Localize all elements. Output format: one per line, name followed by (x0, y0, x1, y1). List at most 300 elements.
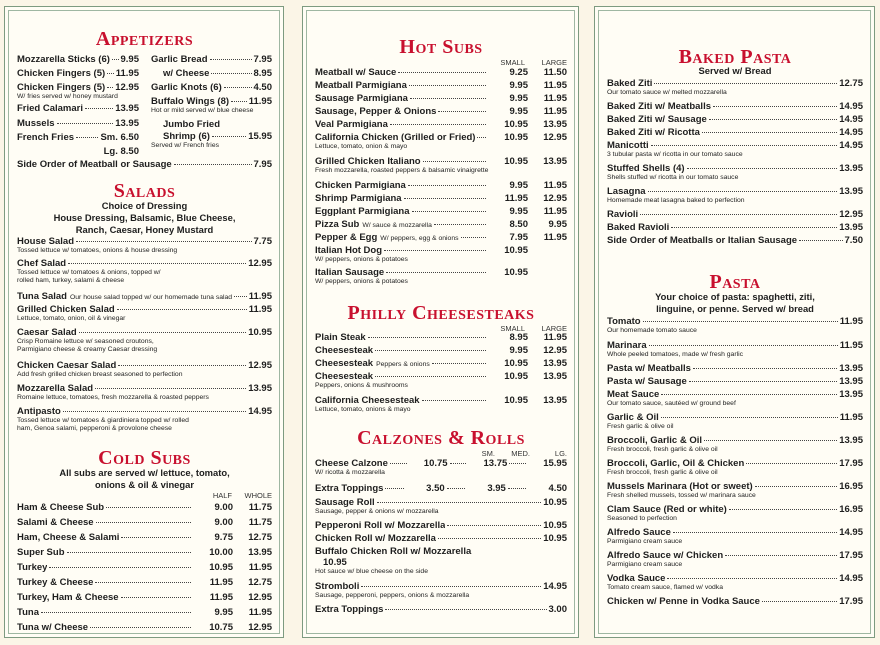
dot-leader (408, 185, 486, 186)
menu-item (315, 533, 567, 544)
item-name: Vodka Sauce (607, 573, 666, 584)
dot-leader (121, 597, 191, 598)
item-name: Sausage, Pepper & Onions (315, 106, 437, 117)
dot-leader (438, 111, 486, 112)
item-price: 8.50 (509, 219, 528, 230)
item-name: Antipasto (17, 406, 61, 417)
menu-item (607, 412, 863, 423)
item-name: Meatball Parmigiana (315, 80, 407, 91)
item-description: Parmigiano cheese & creamy Caesar dressing (17, 346, 158, 353)
price-column-header: LG. (554, 449, 567, 458)
item-price: 9.25 (509, 67, 528, 78)
dot-leader (375, 350, 486, 351)
dot-leader (212, 136, 246, 137)
menu-item (315, 371, 567, 382)
menu-item (151, 68, 272, 79)
item-name: Chicken Fingers (5) (17, 68, 106, 79)
dot-leader (106, 507, 191, 508)
item-description: ham, Genoa salami, pepperoni & provolone cheese (17, 425, 172, 432)
section-subtitle: onions & oil & vinegar (95, 479, 194, 490)
menu-item (607, 316, 863, 327)
item-price: 10.95 (248, 327, 272, 338)
item-price: 12.75 (248, 532, 272, 543)
item-description: Peppers, onions & mushrooms (315, 382, 408, 389)
item-price: 14.95 (839, 140, 863, 151)
item-price: 14.95 (839, 101, 863, 112)
dot-leader (447, 488, 465, 489)
item-name: Tuna Salad (17, 291, 67, 302)
appetizers-right-column (151, 7, 272, 167)
menu-item (315, 156, 567, 167)
dot-leader (68, 263, 246, 264)
item-name: Garlic Bread (151, 54, 208, 65)
item-price: 12.75 (248, 577, 272, 588)
item-price: 9.95 (120, 54, 139, 65)
item-name: Buffalo Chicken Roll w/ Mozzarella (315, 546, 472, 557)
item-description: Crisp Romaine lettuce w/ seasoned croutons, (17, 338, 154, 345)
dot-leader (461, 237, 486, 238)
appetizers-heading: Appetizers (95, 28, 194, 50)
dot-leader (390, 124, 486, 125)
menu-item (151, 54, 272, 65)
item-name: California Chicken (Grilled or Fried) (315, 132, 476, 143)
dot-leader (385, 609, 546, 610)
item-description: Parmigiano cream sauce (607, 561, 683, 568)
item-name: Shrimp (6) (163, 131, 210, 142)
item-name: Pepper & Egg (315, 232, 378, 243)
section-subtitle: House Dressing, Balsamic, Blue Cheese, (53, 212, 236, 223)
item-price: 12.95 (248, 622, 272, 633)
menu-item (315, 119, 567, 130)
item-description: Sausage, pepperoni, peppers, onions & mozzarella (315, 592, 470, 599)
item-name: Grilled Chicken Italiano (315, 156, 421, 167)
dot-leader (649, 345, 838, 346)
item-price: 9.95 (509, 206, 528, 217)
section-subtitle: Served w/ Bread (698, 65, 772, 76)
menu-item (607, 209, 863, 220)
item-name: Extra Toppings (315, 604, 384, 615)
item-price: 14.95 (543, 581, 567, 592)
item-name: Super Sub (17, 547, 65, 558)
menu-item (17, 118, 139, 129)
dot-leader (63, 411, 246, 412)
item-description: Hot or mild served w/ blue cheese (151, 107, 254, 114)
dot-leader (76, 241, 251, 242)
menu-item (17, 547, 272, 558)
price-column-header: SMALL (500, 58, 525, 67)
calzones-rolls-heading: Calzones & Rolls (357, 427, 525, 449)
item-price: 10.95 (543, 497, 567, 508)
dot-leader (423, 161, 486, 162)
dot-leader (729, 509, 837, 510)
item-description: Tossed lettuce w/ tomatoes, onions & house dressing (17, 247, 178, 254)
item-description: Served w/ French fries (151, 142, 219, 149)
menu-item (607, 481, 863, 492)
item-price: 13.95 (248, 383, 272, 394)
item-name: Ravioli (607, 209, 639, 220)
item-price: 13.95 (248, 547, 272, 558)
menu-item (607, 114, 863, 125)
price-column-header: MED. (511, 449, 530, 458)
dot-leader (57, 123, 114, 124)
item-price: 11.95 (839, 412, 863, 423)
item-price: Sm. 6.50 (100, 132, 139, 143)
menu-item (17, 383, 272, 394)
dot-leader (438, 538, 541, 539)
item-name: Pasta w/ Meatballs (607, 363, 691, 374)
item-name: Shrimp Parmigiana (315, 193, 402, 204)
pasta-heading: Pasta (709, 271, 761, 293)
menu-item (17, 607, 272, 618)
menu-item (607, 527, 863, 538)
item-price: 13.95 (115, 103, 139, 114)
item-name: w/ Cheese (163, 68, 210, 79)
item-price: 11.50 (543, 67, 567, 78)
item-description: 3 tubular pasta w/ ricotta in our tomato sauce (607, 151, 743, 158)
menu-item (607, 376, 863, 387)
item-price: 11.95 (248, 304, 272, 315)
menu-item (17, 236, 272, 247)
item-description: W/ ricotta & mozzarella (315, 469, 385, 476)
item-name: Turkey & Cheese (17, 577, 94, 588)
item-price: 3.95 (487, 483, 506, 494)
item-price: 13.95 (839, 363, 863, 374)
item-price: 14.95 (839, 573, 863, 584)
menu-panel-center (302, 6, 579, 638)
item-price: 13.95 (543, 119, 567, 130)
item-price: 16.95 (839, 481, 863, 492)
dot-leader (386, 272, 486, 273)
item-price: 16.95 (839, 504, 863, 515)
item-price: 9.95 (548, 219, 567, 230)
item-price: 10.95 (504, 132, 528, 143)
item-name: Grilled Chicken Salad (17, 304, 115, 315)
section-subtitle: linguine, or penne. Served w/ bread (656, 303, 814, 314)
dot-leader (224, 87, 252, 88)
dot-leader (693, 368, 837, 369)
dot-leader (211, 73, 251, 74)
dot-leader (49, 567, 191, 568)
item-price: 14.95 (839, 114, 863, 125)
item-description: Whole peeled tomatoes, made w/ fresh garlic (607, 351, 744, 358)
menu-item (17, 532, 272, 543)
item-price: 10.75 (423, 458, 448, 469)
item-name: Chicken Roll w/ Mozzarella (315, 533, 436, 544)
item-name: Mozzarella Salad (17, 383, 94, 394)
menu-item (315, 332, 567, 343)
dot-leader (412, 211, 487, 212)
dot-leader (410, 98, 486, 99)
item-name: Lasagna (607, 186, 646, 197)
item-name: Baked Ziti w/ Sausage (607, 114, 707, 125)
item-name: Baked Ziti w/ Ricotta (607, 127, 700, 138)
item-price: 13.95 (543, 371, 567, 382)
menu-item: Jumbo Fried (163, 119, 221, 130)
item-description: Tossed lettuce w/ tomatoes & giardiniera topped w/ rolled (17, 417, 189, 424)
item-name: Salami & Cheese (17, 517, 94, 528)
item-description: W/ peppers, onions & potatoes (315, 256, 408, 263)
menu-item (607, 435, 863, 446)
menu-item (17, 82, 139, 93)
dot-leader (651, 145, 838, 146)
item-price: 13.95 (543, 358, 567, 369)
item-name: Marinara (607, 340, 647, 351)
item-price: 8.95 (253, 68, 272, 79)
menu-item (315, 345, 567, 356)
item-price: 10.95 (323, 557, 347, 568)
item-description: Fresh broccoli, fresh garlic & olive oil (607, 446, 718, 453)
menu-item (17, 406, 272, 417)
menu-item (315, 245, 567, 256)
item-price: 10.95 (209, 562, 233, 573)
item-price: 10.95 (504, 156, 528, 167)
dot-leader (643, 321, 838, 322)
dot-leader (434, 224, 486, 225)
item-name: Baked Ziti (607, 78, 653, 89)
item-description: Fresh shelled mussels, tossed w/ marinara sauce (607, 492, 756, 499)
menu-item (315, 497, 567, 508)
salads-heading: Salads (113, 180, 176, 202)
item-price: 3.50 (426, 483, 445, 494)
dot-leader (725, 555, 837, 556)
item-inline-note: Our house salad topped w/ our homemade tuna salad (69, 294, 233, 301)
menu-item (607, 163, 863, 174)
item-price: 12.95 (543, 193, 567, 204)
item-name: Alfredo Sauce (607, 527, 671, 538)
item-name: Broccoli, Garlic & Oil (607, 435, 703, 446)
item-price: 11.95 (543, 106, 567, 117)
item-name: Meatball w/ Sauce (315, 67, 397, 78)
item-price: 11.95 (209, 577, 233, 588)
item-name: Side Order of Meatballs or Italian Sausage (607, 235, 798, 246)
item-description: Our tomato sauce, sautéed w/ ground beef (607, 400, 736, 407)
item-description: Lettuce, tomato, onions & mayo (315, 406, 411, 413)
item-name: Tomato (607, 316, 641, 327)
menu-item (315, 67, 567, 78)
item-description: Tomato cream sauce, flamed w/ vodka (607, 584, 723, 591)
item-price: 14.95 (248, 406, 272, 417)
item-description: Sausage, pepper & onions w/ mozzarella (315, 508, 439, 515)
menu-item (315, 132, 567, 143)
item-price: 10.95 (504, 119, 528, 130)
menu-item (17, 592, 272, 603)
item-price: 13.95 (839, 389, 863, 400)
menu-item (17, 291, 272, 303)
item-price: 13.95 (839, 435, 863, 446)
dot-leader (67, 552, 191, 553)
dot-leader (508, 488, 526, 489)
menu-item (17, 132, 139, 143)
item-description: Seasoned to perfection (607, 515, 677, 522)
dot-leader (509, 463, 526, 464)
item-price: 9.95 (509, 345, 528, 356)
menu-item (315, 358, 567, 370)
item-name: Garlic Knots (6) (151, 82, 222, 93)
item-name: Turkey, Ham & Cheese (17, 592, 119, 603)
item-name: Baked Ravioli (607, 222, 670, 233)
item-price-large: Lg. 8.50 (103, 146, 139, 157)
item-description: Homemade meat lasagna baked to perfection (607, 197, 745, 204)
appetizers-left-column (17, 7, 139, 167)
dot-leader (375, 376, 486, 377)
item-price: 4.50 (548, 483, 568, 494)
menu-item (17, 54, 139, 65)
item-price: 9.95 (214, 607, 233, 618)
item-price: 7.95 (509, 232, 528, 243)
dot-leader (118, 365, 246, 366)
philly-cheesesteaks-heading: Philly Cheesesteaks (347, 302, 535, 324)
menu-item (607, 363, 863, 374)
dot-leader (661, 417, 838, 418)
item-description: rolled ham, turkey, salami & cheese (17, 277, 125, 284)
dot-leader (79, 332, 247, 333)
item-description: Fresh mozzarella, roasted peppers & balsamic vinaigrette (315, 167, 489, 174)
dot-leader (361, 586, 541, 587)
menu-item (315, 219, 567, 231)
dot-leader (107, 73, 114, 74)
menu-item (17, 68, 139, 79)
item-name: Turkey (17, 562, 48, 573)
item-price: 11.95 (209, 592, 233, 603)
menu-item (17, 517, 272, 528)
item-name: Side Order of Meatball or Sausage (17, 159, 172, 170)
menu-item (607, 127, 863, 138)
item-name: Stromboli (315, 581, 360, 592)
price-column-header: SM. (481, 449, 495, 458)
dot-leader (95, 582, 191, 583)
item-price: 7.50 (844, 235, 863, 246)
item-price: 10.00 (209, 547, 233, 558)
item-description: Lettuce, tomato, onion & mayo (315, 143, 408, 150)
item-name: Caesar Salad (17, 327, 77, 338)
menu-item (17, 577, 272, 588)
item-price: 13.75 (483, 458, 508, 469)
cold-subs-heading: Cold Subs (98, 447, 191, 469)
dot-leader (404, 198, 486, 199)
section-subtitle: Your choice of pasta: spaghetti, ziti, (655, 291, 815, 302)
item-name: California Cheesesteak (315, 395, 420, 406)
menu-item (151, 96, 272, 107)
item-name: Cheese Calzone (315, 458, 388, 469)
item-price: 9.75 (214, 532, 233, 543)
dot-leader (377, 502, 542, 503)
item-price: 10.95 (504, 245, 528, 256)
dot-leader (121, 537, 191, 538)
item-description: Our tomato sauce w/ melted mozzarella (607, 89, 727, 96)
menu-item (17, 258, 272, 269)
item-price: 10.95 (504, 371, 528, 382)
item-description: Romaine lettuce, tomatoes, fresh mozzarella & roasted peppers (17, 394, 209, 401)
item-price: 15.95 (543, 458, 567, 469)
menu-item (315, 581, 567, 592)
item-name: Sausage Roll (315, 497, 375, 508)
dot-leader (422, 400, 486, 401)
item-price: 13.95 (839, 376, 863, 387)
dot-leader (654, 83, 837, 84)
item-price: 9.95 (509, 80, 528, 91)
dot-leader (41, 612, 191, 613)
item-name: Cheesesteak (315, 358, 374, 369)
menu-item (17, 502, 272, 513)
item-name: Pizza Sub (315, 219, 360, 230)
menu-item (17, 327, 272, 338)
item-price: 11.95 (115, 68, 139, 79)
section-subtitle: Ranch, Caesar, Honey Mustard (75, 224, 214, 235)
price-column-header: HALF (212, 491, 232, 500)
item-price: 11.95 (543, 180, 567, 191)
menu-item (315, 180, 567, 191)
item-name: Chicken Fingers (5) (17, 82, 106, 93)
menu-item (607, 340, 863, 351)
item-price: 11.95 (839, 316, 863, 327)
item-name: Pepperoni Roll w/ Mozzarella (315, 520, 446, 531)
item-name: Fried Calamari (17, 103, 83, 114)
item-name: Manicotti (607, 140, 649, 151)
item-description: Lettuce, tomato, onion, oil & vinegar (17, 315, 126, 322)
menu-item (315, 232, 567, 244)
item-price: 14.95 (839, 527, 863, 538)
menu-item (607, 78, 863, 89)
baked-pasta-heading: Baked Pasta (678, 46, 792, 68)
menu-item (315, 458, 567, 469)
item-name: Alfredo Sauce w/ Chicken (607, 550, 724, 561)
dot-leader (687, 168, 838, 169)
dot-leader (409, 85, 486, 86)
item-price: 10.75 (209, 622, 233, 633)
item-description: Add fresh grilled chicken breast seasoned to perfection (17, 371, 183, 378)
item-price: 10.95 (504, 358, 528, 369)
item-name: Chicken Caesar Salad (17, 360, 117, 371)
item-name: Meat Sauce (607, 389, 660, 400)
item-name: Garlic & Oil (607, 412, 659, 423)
menu-panel-right (594, 6, 875, 638)
menu-item (17, 159, 272, 170)
dot-leader (667, 578, 837, 579)
menu-item (607, 596, 863, 607)
item-name: Broccoli, Garlic, Oil & Chicken (607, 458, 745, 469)
item-price: 3.00 (548, 604, 567, 615)
item-price: 7.75 (253, 236, 272, 247)
menu-panel-left (4, 6, 284, 638)
menu-item (607, 389, 863, 400)
item-price: 14.95 (839, 127, 863, 138)
item-name: House Salad (17, 236, 75, 247)
dot-leader (648, 191, 838, 192)
menu-item (17, 304, 272, 315)
item-price: 11.95 (543, 93, 567, 104)
dot-leader (384, 250, 486, 251)
item-name: Mussels Marinara (Hot or sweet) (607, 481, 753, 492)
item-price: 11.95 (543, 206, 567, 217)
item-price: 12.95 (839, 209, 863, 220)
dot-leader (76, 137, 98, 138)
menu-item (151, 82, 272, 93)
item-name: Baked Ziti w/ Meatballs (607, 101, 711, 112)
item-price: 11.95 (248, 607, 272, 618)
dot-leader (713, 106, 837, 107)
item-price: 10.95 (543, 520, 567, 531)
menu-item (315, 604, 567, 615)
dot-leader (368, 337, 486, 338)
item-description: Tossed lettuce w/ tomatoes & onions, topped w/ (17, 269, 161, 276)
item-inline-note: W/ sauce & mozzarella (362, 222, 432, 229)
menu-item (151, 131, 272, 142)
item-name: Italian Sausage (315, 267, 385, 278)
price-column-header: LARGE (541, 324, 567, 333)
menu-item (315, 267, 567, 278)
item-price: 12.95 (248, 258, 272, 269)
item-name: Italian Hot Dog (315, 245, 383, 256)
